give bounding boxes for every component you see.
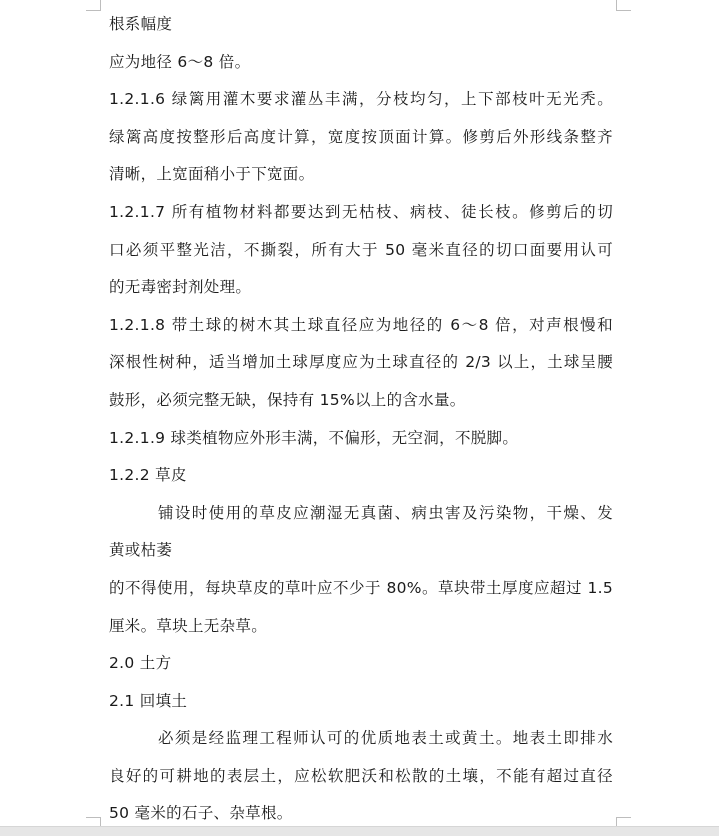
page-corner-mark xyxy=(86,0,101,11)
paragraph-line: 根系幅度 xyxy=(109,15,173,33)
paragraph-line: 清晰，上宽面稍小于下宽面。 xyxy=(109,165,315,184)
paragraph-line: 的不得使用，每块草皮的草叶应不少于 80%。草块带土厚度应超过 1.5 xyxy=(109,578,613,597)
paragraph-line: 深根性树种，适当增加土球厚度应为土球直径的 2/3 以上，土球呈腰 xyxy=(109,353,613,372)
section-heading: 2.1 回填土 xyxy=(109,691,188,710)
paragraph-line: 的无毒密封剂处理。 xyxy=(109,278,252,297)
page-corner-mark xyxy=(616,0,631,11)
section-heading: 2.0 土方 xyxy=(109,654,172,673)
paragraph-line: 1.2.1.9 球类植物应外形丰满，不偏形，无空洞，不脱脚。 xyxy=(109,428,519,447)
paragraph-line: 铺设时使用的草皮应潮湿无真菌、病虫害及污染物，干燥、发 xyxy=(158,503,613,522)
paragraph-line: 厘米。草块上无杂草。 xyxy=(109,616,268,635)
paragraph-line: 50 毫米的石子、杂草根。 xyxy=(109,804,293,823)
paragraph-line: 1.2.1.8 带土球的树木其土球直径应为地径的 6～8 倍，对声根慢和 xyxy=(109,315,613,334)
paragraph-line: 良好的可耕地的表层土，应松软肥沃和松散的土壤，不能有超过直径 xyxy=(109,766,613,785)
section-heading: 1.2.2 草皮 xyxy=(109,466,187,485)
document-body[interactable] xyxy=(109,6,613,833)
paragraph-line: 1.2.1.6 绿篱用灌木要求灌丛丰满，分枝均匀，上下部枝叶无光秃。 xyxy=(109,90,613,109)
paragraph-line: 绿篱高度按整形后高度计算，宽度按顶面计算。修剪后外形线条整齐 xyxy=(109,127,613,146)
paragraph-line: 口必须平整光洁，不撕裂，所有大于 50 毫米直径的切口面要用认可 xyxy=(109,240,613,259)
paragraph-line: 应为地径 6～8 倍。 xyxy=(109,52,251,71)
paragraph-line: 必须是经监理工程师认可的优质地表土或黄土。地表土即排水 xyxy=(158,729,613,748)
paragraph-line: 鼓形，必须完整无缺，保持有 15%以上的含水量。 xyxy=(109,390,466,409)
paragraph-line: 1.2.1.7 所有植物材料都要达到无枯枝、病枝、徒长枝。修剪后的切 xyxy=(109,202,613,221)
paragraph-line: 黄或枯萎 xyxy=(109,541,173,560)
